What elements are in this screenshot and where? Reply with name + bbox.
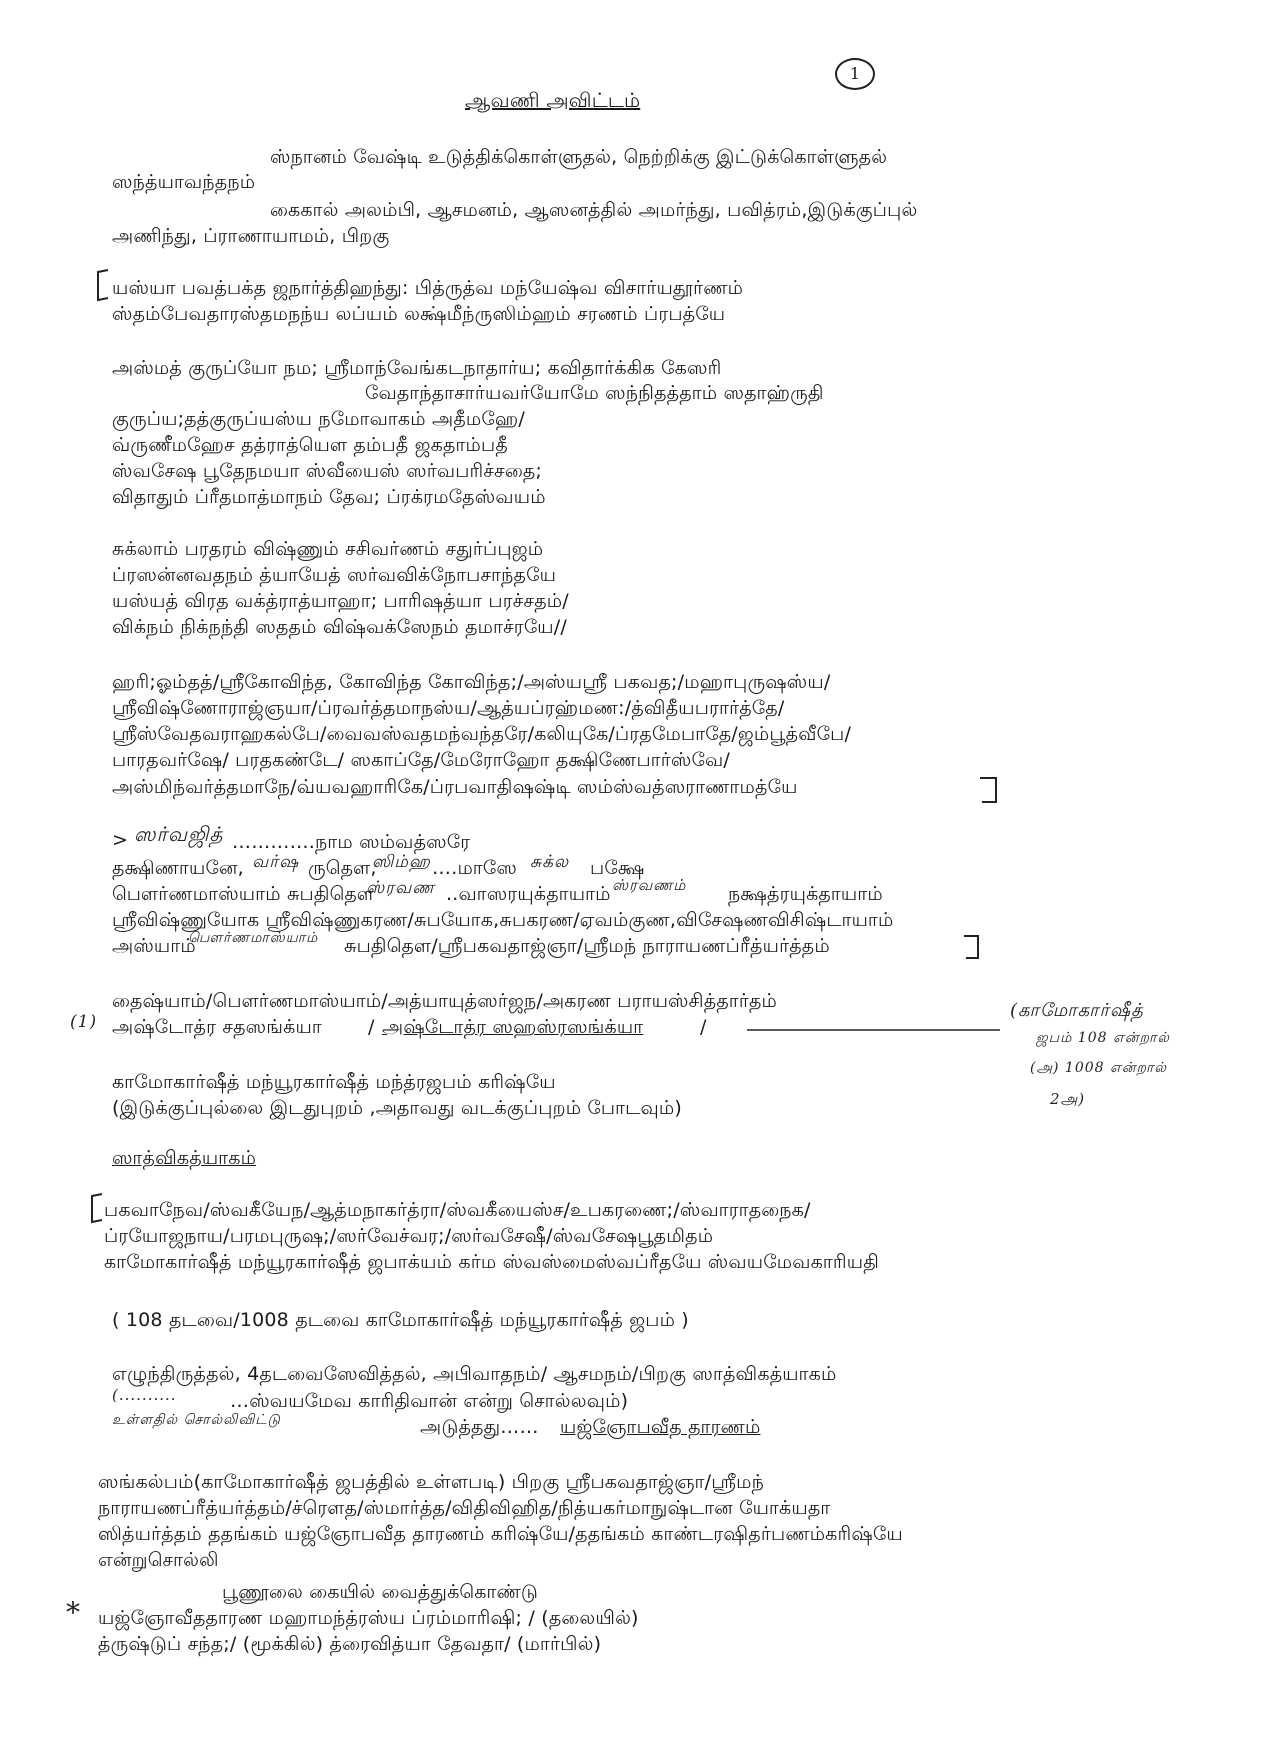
handwritten-note: (காமோகார்ஷீத் bbox=[1010, 1000, 1144, 1021]
text-line: ப்ரயோஜநாய/பரமபுருஷ;/ஸர்வேச்வர;/ஸர்வசேஷீ/ஸ்வசேஷபூதமிதம் bbox=[104, 1225, 714, 1247]
handwritten-paksha: சுக்ல bbox=[530, 852, 570, 872]
page-title: ஆவணி அவிட்டம் bbox=[465, 88, 641, 112]
text-line: சுபதிதௌ/ஸ்ரீபகவதாஜ்ஞா/ஸ்ரீமந் நாராயணப்ரீத்யர்த்தம் bbox=[344, 935, 830, 957]
text-line: ஸித்யர்த்தம் ததங்கம் யஜ்ஞோபவீத தாரணம் கரிஷ்யே/ததங்கம் காண்டரஷிதர்பணம்கரிஷ்யே bbox=[98, 1523, 903, 1545]
text-line: யஸ்யத் விரத வக்த்ராத்யாஹா; பாரிஷத்யா பரச்சதம்/ bbox=[112, 590, 569, 612]
text-line: த்ருஷ்டுப் சந்த;/ (மூக்கில்) த்ரைவித்யா தேவதா/ (மார்பில்) bbox=[98, 1633, 602, 1655]
handwritten-note: (அ) 1008 என்றால் bbox=[1030, 1060, 1167, 1076]
handwritten-masa: ஸிம்ஹ bbox=[372, 852, 431, 872]
text-line: ஸங்கல்பம்(காமோகார்ஷீத் ஜபத்தில் உள்ளபடி) பிறகு ஸ்ரீபகவதாஜ்ஞா/ஸ்ரீமந் bbox=[98, 1471, 765, 1493]
text-line: …ஸ்வயமேவ காரிதிவான் என்று சொல்லவும்) bbox=[230, 1390, 629, 1412]
text-line: யஜ்ஞோவீததாரண மஹாமந்த்ரஸ்ய ப்ரம்மாரிஷி; / (தலையில்) bbox=[98, 1607, 639, 1629]
bracket-mark bbox=[86, 1192, 106, 1226]
handwritten-tithi: பௌர்ணமாஸ்யாம் bbox=[188, 930, 319, 946]
text-line: அடுத்தது…… bbox=[420, 1416, 539, 1438]
handwritten-samvatsara: ஸர்வஜித் bbox=[134, 822, 224, 846]
handwritten-note: 2அ) bbox=[1050, 1090, 1086, 1108]
text-line: ஸ்வசேஷ பூதேநமயா ஸ்வீயைஸ் ஸர்வபரிச்சதை; bbox=[112, 460, 543, 482]
handwritten-note: ஜபம் 108 என்றால் bbox=[1036, 1030, 1170, 1046]
text-line: தைஷ்யாம்/பௌர்ணமாஸ்யாம்/அத்யாயுத்ஸர்ஜந/அகரண பராயஸ்சித்தார்தம் bbox=[112, 990, 778, 1012]
text-line: காமோகார்ஷீத் மந்யூரகார்ஷீத் ஜபாக்யம் கர்ம ஸ்வஸ்மைஸ்வப்ரீதயே ஸ்வயமேவகாரியதி bbox=[104, 1251, 880, 1273]
text-line: / bbox=[368, 1016, 375, 1038]
text-line: யஸ்யா பவத்பக்த ஜநார்த்திஹந்து: பித்ருத்வ மந்யேஷ்வ விசார்யதூர்ணம் bbox=[112, 277, 744, 299]
text-line: அஸ்மத் குருப்யோ நம; ஸ்ரீமாந்வேங்கடநாதார்ய; கவிதார்க்கிக கேஸரி bbox=[112, 357, 722, 379]
bracket-mark bbox=[960, 932, 984, 962]
section-heading: யஜ்ஞோபவீத தாரணம் bbox=[560, 1416, 761, 1438]
text-line: ஸ்ரீஸ்வேதவராஹகல்பே/வைவஸ்வதமந்வந்தரே/கலியுகே/ப்ரதமேபாதே/ஜம்பூத்வீபே/ bbox=[112, 723, 852, 745]
text-line: ஸந்த்யாவந்தநம் bbox=[112, 171, 256, 193]
text-line: நக்ஷத்ரயுக்தாயாம் bbox=[728, 883, 883, 905]
text-line: ( 108 தடவை/1008 தடவை காமோகார்ஷீத் மந்யூரகார்ஷீத் ஜபம் ) bbox=[112, 1309, 689, 1331]
text-line: ஸ்தம்பேவதாரஸ்தமநந்ய லப்யம் லக்ஷ்மீந்ருஸிம்ஹம் சரணம் ப்ரபத்யே bbox=[112, 303, 726, 325]
text-line: ப்ரஸன்னவதநம் த்யாயேத் ஸர்வவிக்நோபசாந்தயே bbox=[112, 564, 557, 586]
text-line: கைகால் அலம்பி, ஆசமனம், ஆஸனத்தில் அமர்ந்து, பவித்ரம்,இடுக்குப்புல் bbox=[270, 199, 918, 221]
star-mark: * bbox=[66, 1596, 81, 1629]
text-line: ஸ்நானம் வேஷ்டி உடுத்திக்கொள்ளுதல், நெற்றிக்கு இட்டுக்கொள்ளுதல் bbox=[270, 146, 888, 168]
text-line: பகவாநேவ/ஸ்வகீயேந/ஆத்மநாகர்த்ரா/ஸ்வகீயைஸ்ச/உபகரணை;/ஸ்வாராதநைக/ bbox=[104, 1199, 811, 1221]
text-line: காமோகார்ஷீத் மந்யூரகார்ஷீத் மந்த்ரஜபம் கரிஷ்யே bbox=[112, 1071, 556, 1093]
handwritten-vara: ஸ்ரவண bbox=[366, 878, 435, 898]
text-line: அஸ்மிந்வர்த்தமாநே/வ்யவஹாரிகே/ப்ரபவாதிஷஷ்டி ஸம்ஸ்வத்ஸராணாமத்யே bbox=[112, 776, 798, 798]
text-line: அஸ்யாம் bbox=[112, 935, 196, 957]
text-line: அணிந்து, ப்ராணாயாமம், பிறகு bbox=[112, 225, 390, 247]
text-line: பக்ஷே bbox=[590, 857, 645, 879]
arrow-icon: > bbox=[112, 829, 129, 851]
text-line: சுக்லாம் பரதரம் விஷ்ணும் சசிவர்ணம் சதுர்ப்புஜம் bbox=[112, 538, 544, 560]
text-line: ..வாஸரயுக்தாயாம் bbox=[446, 883, 611, 905]
handwritten-nakshatra: ஸ்ரவணம் bbox=[612, 876, 687, 894]
text-line: ஹரி;ஓம்தத்/ஸ்ரீகோவிந்த, கோவிந்த கோவிந்த;/அஸ்யஸ்ரீ பகவத;/மஹாபுருஷஸ்ய/ bbox=[112, 671, 831, 693]
text-line: வ்ருணீமஹேச தத்ராத்யௌ தம்பதீ ஜகதாம்பதீ bbox=[112, 434, 508, 456]
text-line: ….மாஸே bbox=[432, 857, 517, 879]
text-line: ஸ்ரீவிஷ்ணுயோக ஸ்ரீவிஷ்ணுகரண/சுபயோக,சுபகரண/ஏவம்குண,விசேஷணவிசிஷ்டாயாம் bbox=[112, 909, 894, 931]
bracket-mark bbox=[976, 774, 1002, 806]
text-line: ருதௌ, bbox=[308, 857, 377, 879]
text-line: / bbox=[700, 1016, 707, 1038]
text-line: ………….நாம ஸம்வத்ஸரே bbox=[232, 831, 471, 853]
text-line: குருப்ய;தத்குருப்யஸ்ய நமோவாகம் அதீமஹே/ bbox=[112, 408, 525, 430]
text-line: பௌர்ணமாஸ்யாம் சுபதிதௌ bbox=[112, 883, 375, 905]
text-line: எழுந்திருத்தல், 4தடவைஸேவித்தல், அபிவாதநம்/ ஆசமநம்/பிறகு ஸாத்விகத்யாகம் bbox=[112, 1363, 837, 1385]
text-line: அஷ்டோத்ர ஸஹஸ்ரஸங்க்யா bbox=[382, 1016, 644, 1038]
handwritten-rtu: வர்ஷ bbox=[252, 852, 300, 872]
text-line: தக்ஷிணாயனே, bbox=[112, 857, 244, 879]
handwritten-fill: (.......... bbox=[112, 1386, 177, 1404]
text-line: என்றுசொல்லி bbox=[98, 1549, 219, 1571]
handwritten-mark: (1) bbox=[70, 1012, 98, 1032]
text-line: பாரதவர்ஷே/ பரதகண்டே/ ஸகாப்தே/மேரோஹோ தக்ஷிணேபார்ஸ்வே/ bbox=[112, 749, 730, 771]
text-line: ஸ்ரீவிஷ்ணோராஜ்ஞயா/ப்ரவர்த்தமாநஸ்ய/ஆத்யப்ரஹ்மண:/த்விதீயபரார்த்தே/ bbox=[112, 697, 785, 719]
text-line: விக்நம் நிக்நந்தி ஸததம் விஷ்வக்ஸேநம் தமாச்ரயே// bbox=[112, 616, 568, 638]
underline-mark bbox=[745, 1026, 1005, 1034]
text-line: நாராயணப்ரீத்யர்த்தம்/ச்ரௌத/ஸ்மார்த்த/விதிவிஹித/நித்யகர்மாநுஷ்டான யோக்யதா bbox=[98, 1497, 831, 1519]
text-line: அஷ்டோத்ர சதஸங்க்யா bbox=[112, 1016, 322, 1038]
text-line: வேதாந்தாசார்யவர்யோமே ஸந்நிதத்தாம் ஸதாஹ்ருதி bbox=[365, 382, 824, 404]
text-line: (இடுக்குப்புல்லை இடதுபுறம் ,அதாவது வடக்குப்புறம் போடவும்) bbox=[112, 1097, 682, 1119]
text-line: பூணூலை கையில் வைத்துக்கொண்டு bbox=[222, 1581, 539, 1603]
section-heading: ஸாத்விகத்யாகம் bbox=[112, 1147, 257, 1169]
text-line: விதாதும் ப்ரீதமாத்மாநம் தேவ; ப்ரக்ரமதேஸ்வயம் bbox=[112, 486, 546, 508]
handwritten-fill: உள்ளதில் சொல்லிவிட்டு bbox=[112, 1412, 281, 1428]
bracket-mark bbox=[92, 268, 112, 304]
page-number: 1 bbox=[835, 58, 875, 90]
